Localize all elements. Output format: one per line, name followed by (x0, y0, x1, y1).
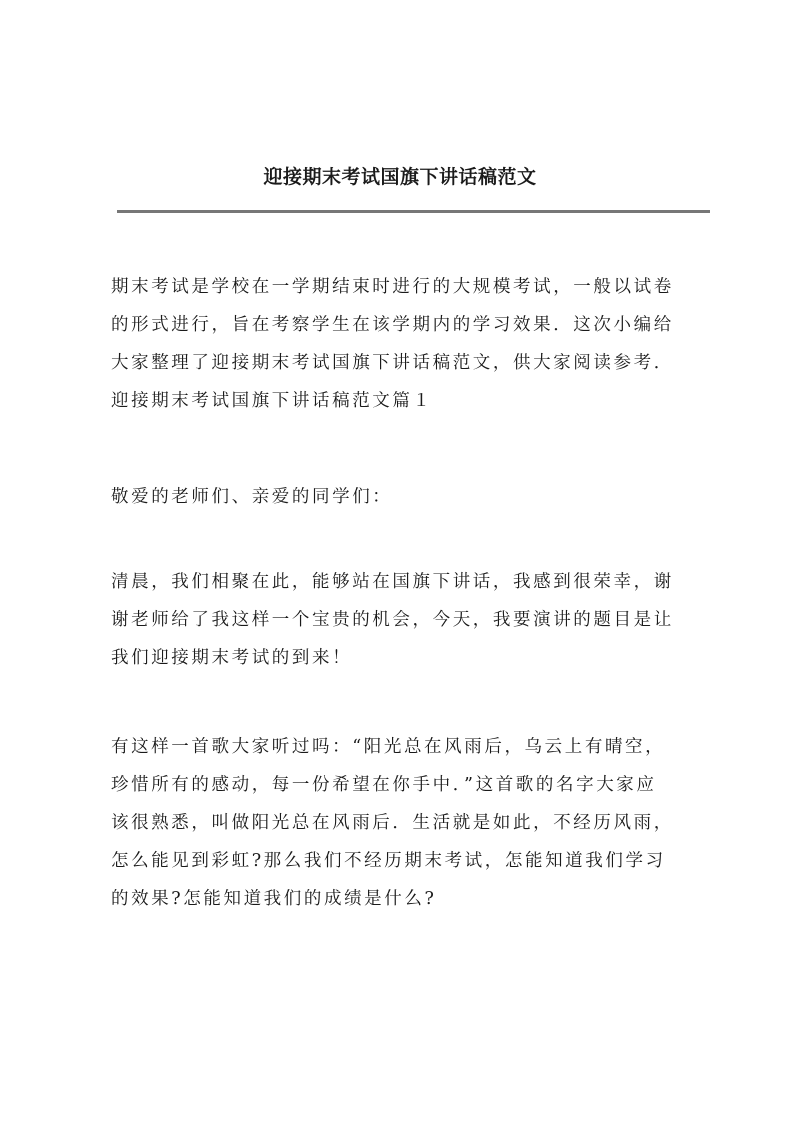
paragraph-line: 怎么能见到彩虹?那么我们不经历期末考试，怎能知道我们学习 (111, 851, 666, 871)
paragraph-line: 清晨，我们相聚在此，能够站在国旗下讲话，我感到很荣幸，谢 (111, 572, 674, 592)
title-divider (117, 210, 710, 213)
paragraph-intro (111, 268, 711, 420)
paragraph-line: 我们迎接期末考试的到来！ (111, 648, 353, 668)
paragraph-line: 迎接期末考试国旗下讲话稿范文篇１ (111, 391, 433, 411)
paragraph-salutation (111, 478, 711, 516)
paragraph-line: 有这样一首歌大家听过吗：“阳光总在风雨后，乌云上有晴空， (111, 737, 666, 757)
document-title: 迎接期末考试国旗下讲话稿范文 (263, 166, 537, 188)
paragraph-line: 谢老师给了我这样一个宝贵的机会，今天，我要演讲的题目是让 (111, 610, 674, 630)
paragraph-line: 大家整理了迎接期末考试国旗下讲话稿范文，供大家阅读参考． (111, 353, 674, 373)
paragraph-song (111, 728, 711, 918)
paragraph-line: 该很熟悉，叫做阳光总在风雨后．生活就是如此，不经历风雨， (111, 813, 674, 833)
paragraph-line: 珍惜所有的感动，每一份希望在你手中．”这首歌的名字大家应 (111, 775, 657, 795)
paragraph-line: 敬爱的老师们、亲爱的同学们： (111, 487, 393, 507)
paragraph-line: 期末考试是学校在一学期结束时进行的大规模考试，一般以试卷 (111, 277, 674, 297)
paragraph-line: 的形式进行，旨在考察学生在该学期内的学习效果．这次小编给 (111, 315, 674, 335)
paragraph-opening (111, 563, 711, 677)
paragraph-line: 的效果?怎能知道我们的成绩是什么? (111, 889, 437, 909)
